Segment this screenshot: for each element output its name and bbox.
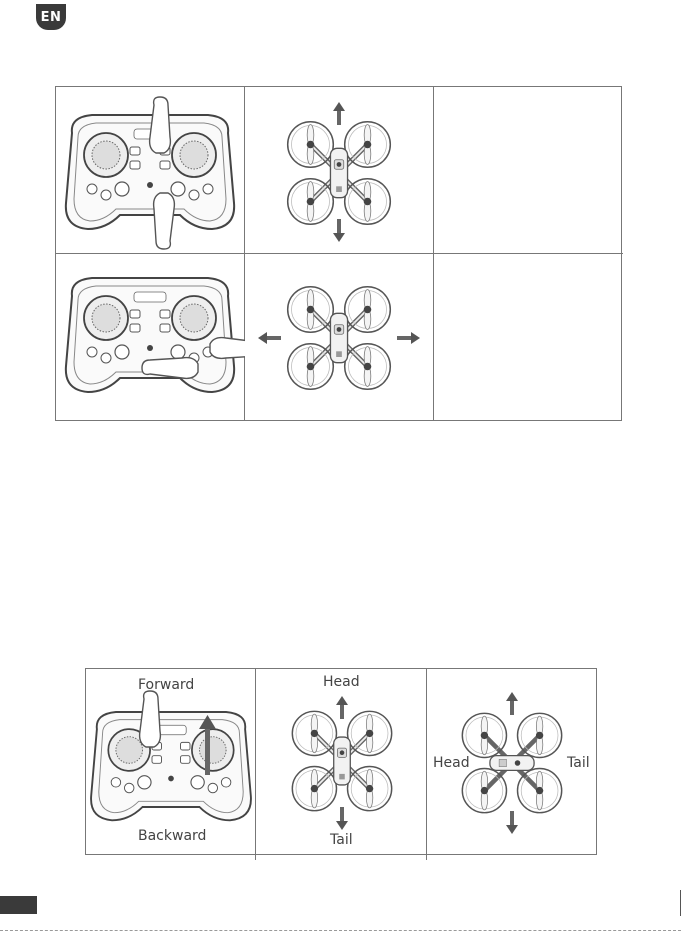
- description-cell-row2: [434, 254, 623, 420]
- cut-line: [0, 930, 681, 931]
- arrow-up-icon: [336, 696, 348, 719]
- drone-side-cell: [427, 669, 598, 860]
- arrow-left-icon: [258, 332, 281, 344]
- arrow-down-icon: [506, 811, 518, 834]
- drone-icon: [256, 669, 427, 856]
- head-side-label: Head: [433, 755, 470, 771]
- tail-label: Tail: [330, 832, 353, 848]
- instruction-table-bottom: [85, 668, 597, 855]
- controller-cell-up-down: [56, 87, 245, 254]
- language-badge: EN: [36, 4, 66, 30]
- description-cell-row1: [434, 87, 623, 254]
- page-number-bar: [0, 896, 37, 914]
- backward-label: Backward: [138, 828, 207, 844]
- instruction-table-top: [55, 86, 622, 421]
- drone-icon: [245, 87, 434, 254]
- arrow-up-icon: [506, 692, 518, 715]
- arrow-up-icon: [333, 102, 345, 125]
- drone-head-tail-cell: [256, 669, 427, 860]
- arrow-down-icon: [333, 219, 345, 242]
- arrow-down-icon: [336, 807, 348, 830]
- forward-label: Forward: [138, 677, 195, 693]
- arrow-right-icon: [397, 332, 420, 344]
- drone-cell-up-down: [245, 87, 434, 254]
- tail-side-label: Tail: [567, 755, 590, 771]
- controller-icon: [56, 254, 245, 420]
- controller-forward-backward-cell: [86, 669, 256, 860]
- drone-icon: [245, 254, 434, 420]
- head-label: Head: [323, 674, 360, 690]
- controller-icon: [56, 87, 245, 254]
- controller-cell-left-right: [56, 254, 245, 420]
- drone-cell-left-right: [245, 254, 434, 420]
